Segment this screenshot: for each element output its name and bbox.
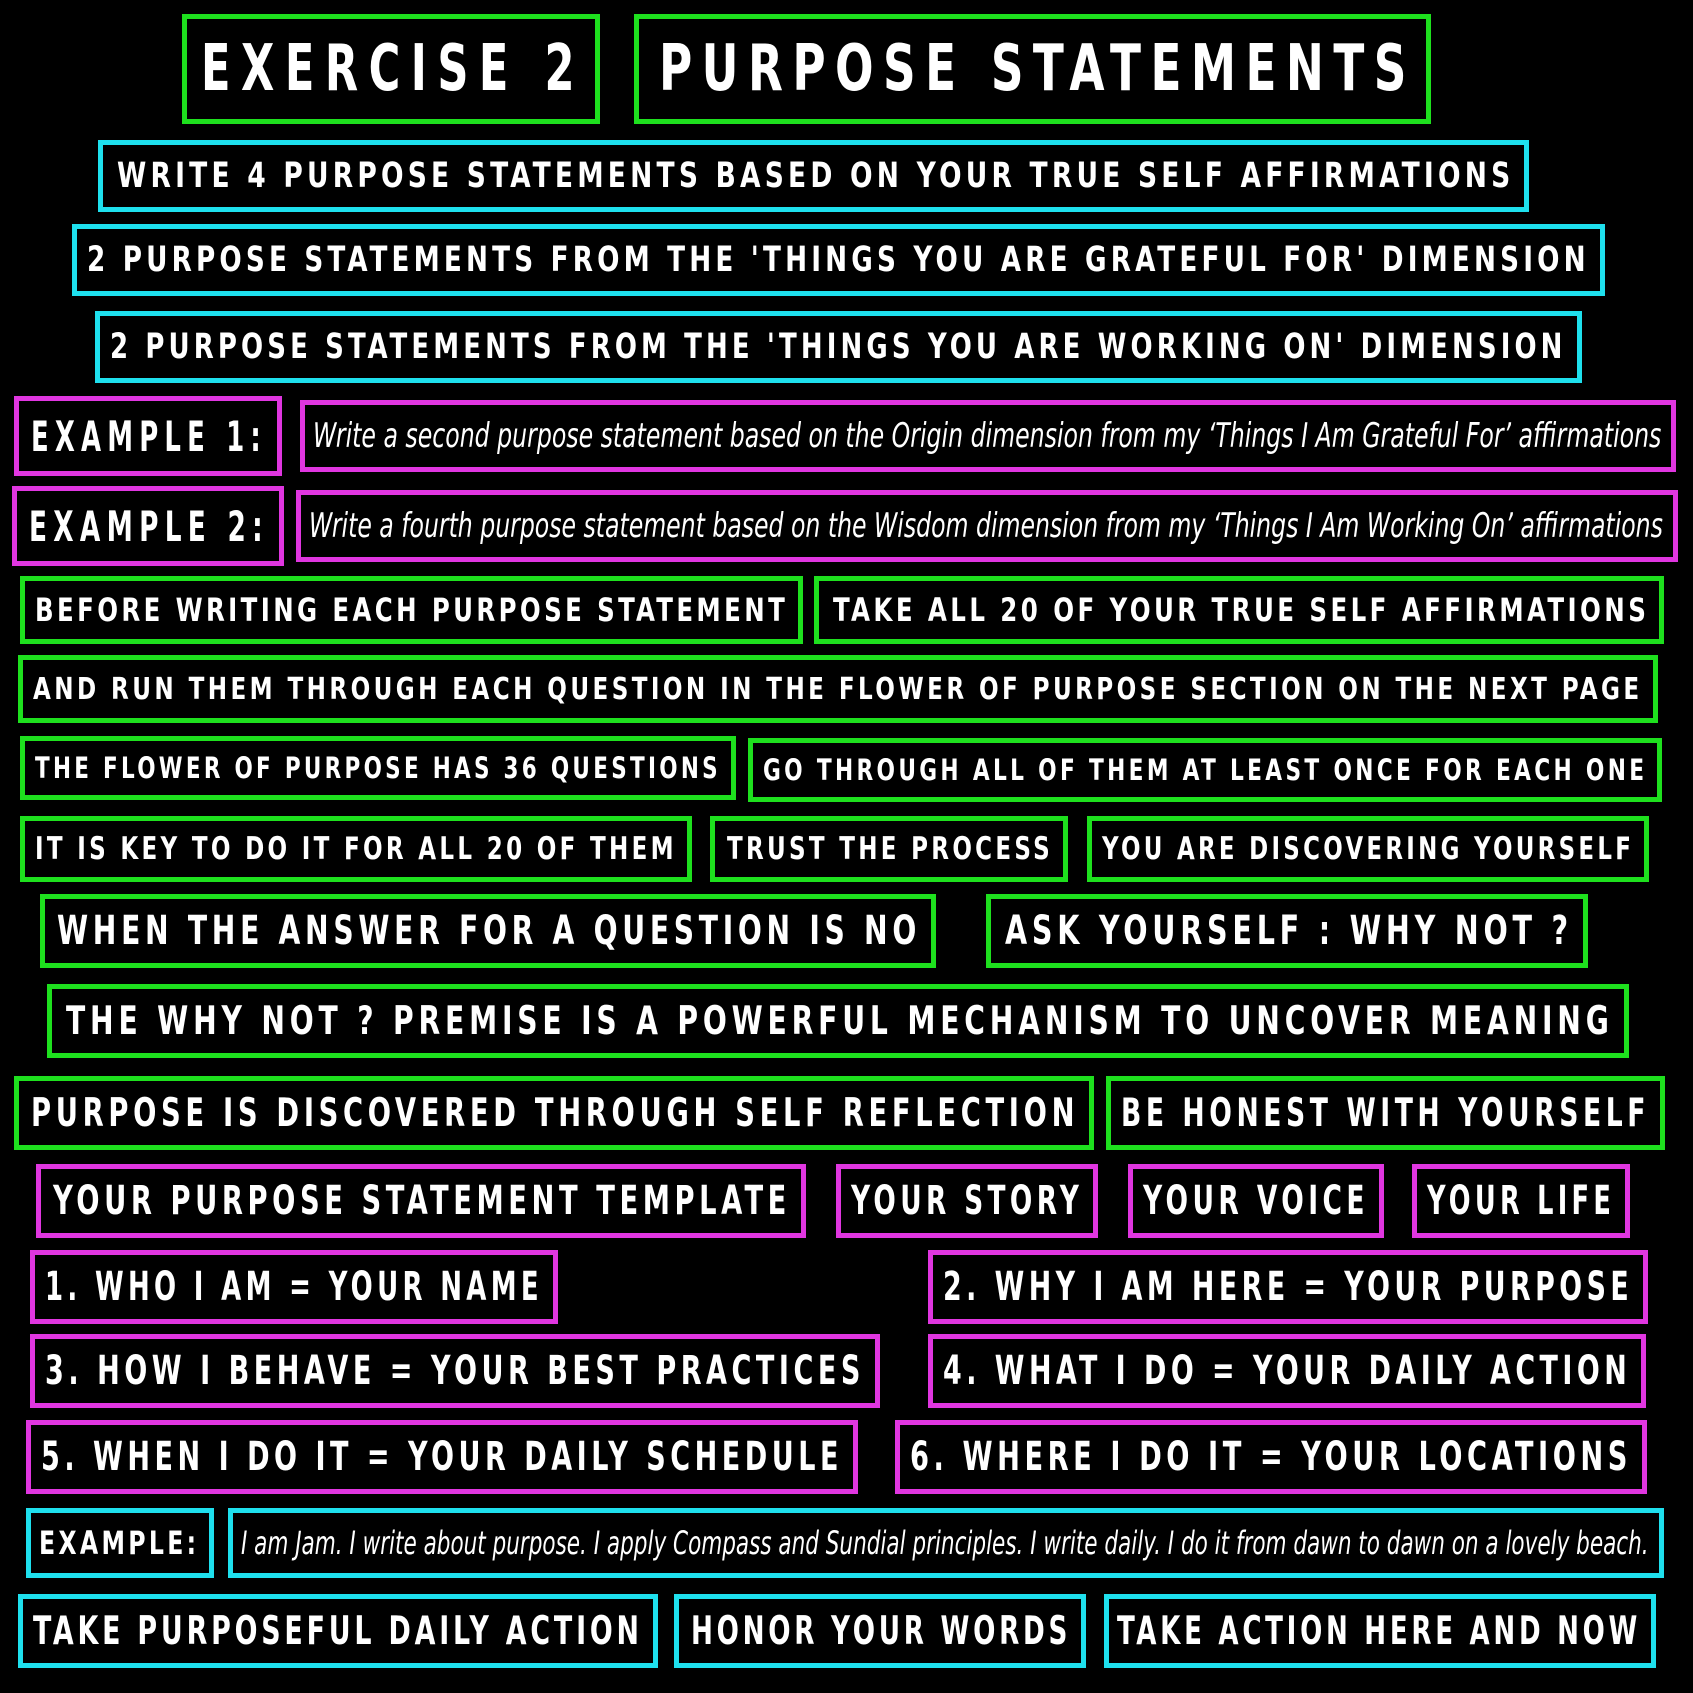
template-example-label-box	[26, 1508, 214, 1578]
example-2-text: Write a fourth purpose statement based on the Wisdom dimension from my ‘Things I Am Working On’ affirmations	[309, 506, 1663, 546]
ask-why-box	[986, 894, 1588, 968]
example-2-text-box	[296, 490, 1678, 562]
template-item-2: 2. WHY I AM HERE = YOUR PURPOSE	[943, 1264, 1634, 1310]
trust-text: TRUST THE PROCESS	[727, 831, 1054, 867]
footer-honor: HONOR YOUR WORDS	[691, 1608, 1072, 1654]
template-example-label: EXAMPLE:	[39, 1524, 200, 1562]
footer-now-box	[1104, 1594, 1656, 1668]
intro-text-2: 2 PURPOSE STATEMENTS FROM THE 'THINGS YOU ARE GRATEFUL FOR' DIMENSION	[87, 240, 1590, 280]
self-reflection-box	[14, 1076, 1094, 1150]
template-example-text-box	[228, 1508, 1664, 1578]
template-item-2-box	[928, 1250, 1648, 1324]
ask-why-text: ASK YOURSELF : WHY NOT ?	[1005, 908, 1573, 954]
tag-life: YOUR LIFE	[1427, 1178, 1616, 1224]
answer-no-text: WHEN THE ANSWER FOR A QUESTION IS NO	[57, 908, 921, 954]
template-item-3: 3. HOW I BEHAVE = YOUR BEST PRACTICES	[45, 1348, 865, 1394]
template-item-4: 4. WHAT I DO = YOUR DAILY ACTION	[943, 1348, 1632, 1394]
self-reflection-text: PURPOSE IS DISCOVERED THROUGH SELF REFLECTION	[31, 1090, 1080, 1136]
intro-box-1	[98, 140, 1529, 212]
flower-questions-box	[20, 736, 736, 800]
tag-voice: YOUR VOICE	[1143, 1178, 1369, 1224]
key-all-box	[20, 816, 692, 882]
before-writing-text: BEFORE WRITING EACH PURPOSE STATEMENT	[35, 591, 789, 629]
template-item-3-box	[30, 1334, 880, 1408]
example-1-text-box	[300, 400, 1676, 472]
trust-box	[710, 816, 1068, 882]
footer-action: TAKE PURPOSEFUL DAILY ACTION	[33, 1608, 643, 1654]
honest-text: BE HONEST WITH YOURSELF	[1121, 1090, 1651, 1136]
go-through-box	[748, 738, 1662, 802]
intro-text-1: WRITE 4 PURPOSE STATEMENTS BASED ON YOUR TRUE SELF AFFIRMATIONS	[117, 156, 1515, 196]
key-all-text: IT IS KEY TO DO IT FOR ALL 20 OF THEM	[35, 831, 677, 867]
template-title: YOUR PURPOSE STATEMENT TEMPLATE	[53, 1178, 791, 1224]
discovering-text: YOU ARE DISCOVERING YOURSELF	[1102, 831, 1635, 867]
before-writing-box	[20, 576, 803, 644]
tag-story-box	[836, 1164, 1098, 1238]
tag-life-box	[1412, 1164, 1630, 1238]
template-item-1-box	[30, 1250, 558, 1324]
run-through-text: AND RUN THEM THROUGH EACH QUESTION IN THE FLOWER OF PURPOSE SECTION ON THE NEXT PAGE	[33, 671, 1643, 707]
template-title-box	[36, 1164, 806, 1238]
intro-text-3: 2 PURPOSE STATEMENTS FROM THE 'THINGS YOU ARE WORKING ON' DIMENSION	[110, 327, 1567, 367]
template-item-6-box	[895, 1420, 1647, 1494]
example-2-label: EXAMPLE 2:	[29, 501, 269, 551]
template-item-6: 6. WHERE I DO IT = YOUR LOCATIONS	[910, 1434, 1632, 1480]
footer-now: TAKE ACTION HERE AND NOW	[1117, 1608, 1642, 1654]
tag-story: YOUR STORY	[851, 1178, 1084, 1224]
example-1-label: EXAMPLE 1:	[31, 411, 267, 461]
take-all-text: TAKE ALL 20 OF YOUR TRUE SELF AFFIRMATIONS	[833, 591, 1650, 629]
premise-text: THE WHY NOT ? PREMISE IS A POWERFUL MECHANISM TO UNCOVER MEANING	[66, 998, 1614, 1044]
template-item-1: 1. WHO I AM = YOUR NAME	[45, 1264, 543, 1310]
exercise-label-box	[182, 14, 600, 124]
example-1-label-box	[14, 396, 282, 476]
intro-box-2	[72, 224, 1605, 296]
discovering-box	[1087, 816, 1649, 882]
premise-box	[47, 984, 1629, 1058]
template-item-5-box	[26, 1420, 858, 1494]
intro-box-3	[95, 311, 1582, 383]
footer-honor-box	[674, 1594, 1086, 1668]
page-title: PURPOSE STATEMENTS	[659, 32, 1416, 106]
page-title-box	[634, 14, 1431, 124]
answer-no-box	[40, 894, 936, 968]
example-1-text: Write a second purpose statement based on the Origin dimension from my ‘Things I Am Grateful For’ affirmations	[313, 416, 1662, 456]
flower-questions-text: THE FLOWER OF PURPOSE HAS 36 QUESTIONS	[35, 751, 721, 785]
example-2-label-box	[12, 486, 284, 566]
run-through-box	[18, 655, 1658, 723]
take-all-box	[814, 576, 1664, 644]
go-through-text: GO THROUGH ALL OF THEM AT LEAST ONCE FOR EACH ONE	[763, 753, 1648, 787]
template-item-4-box	[928, 1334, 1646, 1408]
exercise-label: EXERCISE 2	[201, 32, 585, 106]
template-example-text: I am Jam. I write about purpose. I apply Compass and Sundial principles. I write daily. I do it from dawn to dawn on a lovely beach.	[241, 1524, 1649, 1562]
template-item-5: 5. WHEN I DO IT = YOUR DAILY SCHEDULE	[41, 1434, 843, 1480]
honest-box	[1106, 1076, 1665, 1150]
tag-voice-box	[1128, 1164, 1384, 1238]
footer-action-box	[18, 1594, 658, 1668]
